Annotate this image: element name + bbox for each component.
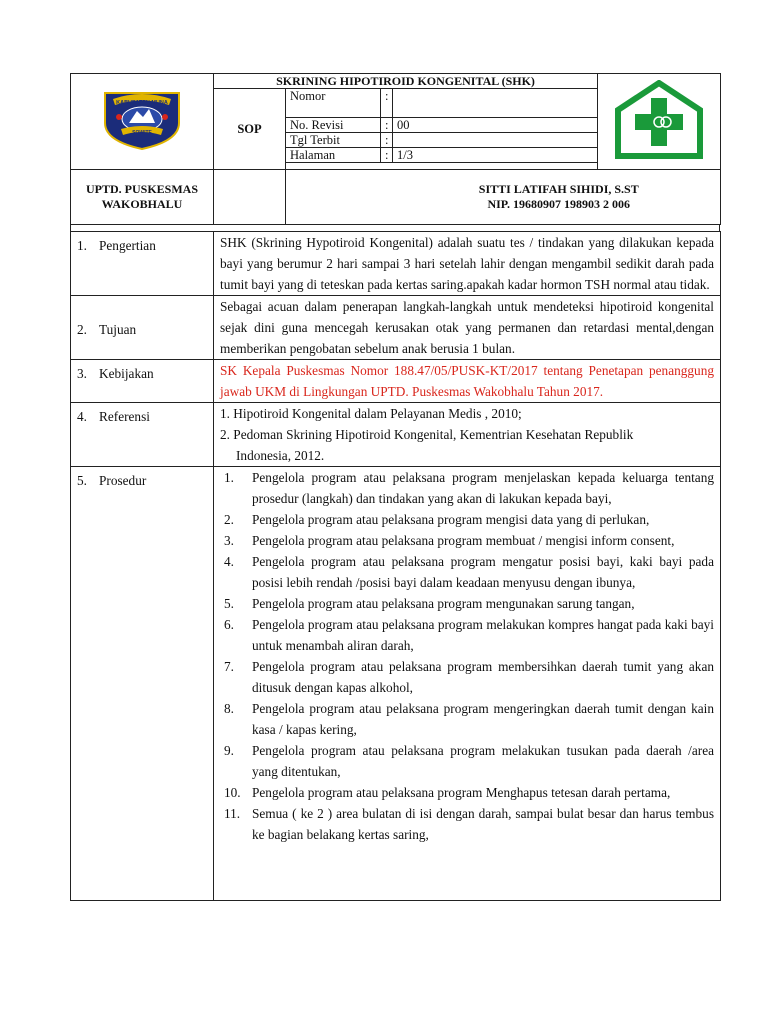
procedure-step — [220, 782, 714, 803]
section-text: Sebagai acuan dalam penerapan langkah-langkah untuk mendeteksi hipotiroid kongenital sejak dini guna mencegah kerusakan otak yang permanen dan retardasi mental,dengan memberikan pengobatan sebelum anak berusia 1 bulan. — [214, 296, 721, 360]
procedure-step — [220, 593, 714, 614]
reference-item-cont: Indonesia, 2012. — [236, 448, 325, 463]
step-number: 3. — [224, 533, 234, 548]
procedure-step — [220, 614, 714, 656]
step-number: 4. — [224, 554, 234, 569]
step-number: 1. — [224, 470, 234, 485]
header-table — [70, 73, 721, 225]
field-value-revisi: 00 — [393, 118, 598, 133]
sop-document — [70, 73, 720, 901]
procedure-step — [220, 509, 714, 530]
field-label-revisi: No. Revisi — [286, 118, 381, 133]
procedure-list — [220, 467, 714, 845]
field-value-nomor — [393, 89, 598, 118]
step-text: Pengelola program atau pelaksana program mengunakan sarung tangan, — [252, 596, 635, 611]
content-table — [70, 231, 721, 901]
field-label-halaman: Halaman — [286, 148, 381, 163]
puskesmas-logo-cell — [598, 74, 721, 170]
procedure-step — [220, 656, 714, 698]
step-text: Pengelola program atau pelaksana program mengatur posisi bayi, kaki bayi pada posisi lebih rendah /posisi bayi dalam keadaan menyusu dengan ibunya, — [252, 554, 714, 590]
section-text: SHK (Skrining Hypotiroid Kongenital) adalah suatu tes / tindakan yang dilakukan kepada bayi yang berumur 2 hari sampai 3 hari setelah lahir dengan mengambil sedikit darah pada tumit bayi yang di teteskan pada kertas saring.apakah kadar hormon TSH normal atau tidak. — [214, 232, 721, 296]
step-text: Pengelola program atau pelaksana program melakukan kompres hangat pada kaki bayi untuk menambah aliran darah, — [252, 617, 714, 653]
signer-block — [478, 170, 721, 225]
step-number: 9. — [224, 743, 234, 758]
signer-name: SITTI LATIFAH SIHIDI, S.ST — [478, 182, 639, 196]
section-label: Referensi — [99, 409, 150, 424]
field-sep: : — [381, 118, 393, 133]
reference-item: 2. Pedoman Skrining Hipotiroid Kongenital, Kementrian Kesehatan Republik — [220, 427, 634, 442]
field-label-nomor: Nomor — [286, 89, 381, 118]
step-text: Pengelola program atau pelaksana program melakukan tusukan pada daerah /area yang ditentukan, — [252, 743, 714, 779]
step-number: 11. — [224, 806, 241, 821]
step-text: Pengelola program atau pelaksana program membuat / mengisi inform consent, — [252, 533, 675, 548]
section-kebijakan: 3. Kebijakan SK Kepala Puskesmas Nomor 188.47/05/PUSK-KT/2017 tentang Penetapan penanggung jawab UKM di Lingkungan UPTD. Puskesmas Wakobhalu Tahun 2017. — [71, 360, 721, 403]
field-label-tgl-terbit: Tgl Terbit — [286, 133, 381, 148]
section-tujuan: 2. Tujuan Sebagai acuan dalam penerapan langkah-langkah untuk mendeteksi hipotiroid kongenital sejak dini guna mencegah kerusakan otak yang permanen dan retardasi mental,dengan memberikan pengobatan sebelum anak berusia 1 bulan. — [71, 296, 721, 360]
reference-item: 1. Hipotiroid Kongenital dalam Pelayanan Medis , 2010; — [220, 406, 522, 421]
regency-logo-cell — [71, 74, 214, 170]
section-label: Tujuan — [99, 321, 137, 337]
step-text: Pengelola program atau pelaksana program menjelaskan kepada keluarga tentang prosedur (langkah) dan tindakan yang akan di lakukan kepada bayi, — [252, 470, 714, 506]
procedure-step — [220, 698, 714, 740]
step-text: Pengelola program atau pelaksana program mengisi data yang di perlukan, — [252, 512, 650, 527]
field-value-tgl-terbit — [393, 133, 598, 148]
step-text: Pengelola program atau pelaksana program membersihkan daerah tumit yang akan ditusuk dengan kapas alkohol, — [252, 659, 714, 695]
signer-nip: NIP. 19680907 198903 2 006 — [487, 197, 631, 211]
procedure-step — [220, 803, 714, 845]
field-value-halaman: 1/3 — [393, 148, 598, 163]
step-text: Pengelola program atau pelaksana program Menghapus tetesan darah pertama, — [252, 785, 671, 800]
step-number: 6. — [224, 617, 234, 632]
document-title: SKRINING HIPOTIROID KONGENITAL (SHK) — [214, 74, 598, 89]
section-text: SK Kepala Puskesmas Nomor 188.47/05/PUSK-KT/2017 tentang Penetapan penanggung jawab UKM di Lingkungan UPTD. Puskesmas Wakobhalu Tahun 2017. — [214, 360, 721, 403]
section-label: Pengertian — [99, 238, 156, 253]
svg-text:KABUPATEN MUNA: KABUPATEN MUNA — [116, 99, 168, 106]
procedure-step — [220, 740, 714, 782]
step-number: 2. — [224, 512, 234, 527]
blank-cell — [214, 170, 286, 225]
step-number: 5. — [224, 596, 234, 611]
sop-label: SOP — [214, 89, 286, 170]
regency-emblem-icon — [99, 89, 185, 151]
section-referensi: 4. Referensi 1. Hipotiroid Kongenital dalam Pelayanan Medis , 2010; 2. Pedoman Skrining Hipotiroid Kongenital, Kementrian Kesehatan Republik Indonesia, 2012. — [71, 403, 721, 467]
step-number: 7. — [224, 659, 234, 674]
section-pengertian: 1. Pengertian SHK (Skrining Hypotiroid Kongenital) adalah suatu tes / tindakan yang dilakukan kepada bayi yang berumur 2 hari sampai 3 hari setelah lahir dengan mengambil sedikit darah pada tumit bayi yang di teteskan pada kertas saring.apakah kadar hormon TSH normal atau tidak. — [71, 232, 721, 296]
organization-name: UPTD. PUSKESMAS WAKOBHALU — [71, 170, 214, 225]
puskesmas-cross-icon — [614, 80, 704, 160]
section-label: Prosedur — [99, 473, 147, 488]
field-sep: : — [381, 89, 393, 118]
section-prosedur: 5. Prosedur 1. Pengelola program atau pelaksana program menjelaskan kepada keluarga tentang prosedur (langkah) dan tindakan yang akan di lakukan kepada bayi, 2. Pengelola program atau pelaksana program mengisi data yang di perlukan, 3. Pengelola program atau pelaksana program membuat / mengisi inform consent, 4. Pengelola program atau pelaksana program mengatur posisi bayi, kaki bayi pada posisi lebih rendah /posisi bayi dalam keadaan menyusu dengan ibunya, 5. Pengelola program atau pelaksana program mengunakan sarung tangan, 6. Pengelola program atau pelaksana program melakukan kompres hangat pada kaki bayi untuk menambah aliran darah, 7. Pengelola program atau pelaksana program membersihkan daerah tumit yang akan ditusuk dengan kapas alkohol, 8. Pengelola program atau pelaksana program mengeringkan daerah tumit dengan kain kasa / kapas kering, 9. Pengelola program atau pelaksana program melakukan tusukan pada daerah /area yang ditentukan, 10. Pengelola program atau pelaksana program Menghapus tetesan darah pertama, 11. Semua ( ke 2 ) area bulatan di isi dengan darah, sampai bulat besar dan harus tembus ke bagian belakang kertas saring, — [71, 467, 721, 901]
field-sep: : — [381, 133, 393, 148]
step-number: 8. — [224, 701, 234, 716]
step-number: 10. — [224, 785, 241, 800]
step-text: Semua ( ke 2 ) area bulatan di isi dengan darah, sampai bulat besar dan harus tembus ke bagian belakang kertas saring, — [252, 806, 714, 842]
step-text: Pengelola program atau pelaksana program mengeringkan daerah tumit dengan kain kasa / kapas kering, — [252, 701, 714, 737]
section-label: Kebijakan — [99, 366, 154, 381]
field-sep: : — [381, 148, 393, 163]
procedure-step — [220, 551, 714, 593]
procedure-step — [220, 530, 714, 551]
procedure-step — [220, 467, 714, 509]
svg-text:SOWITE: SOWITE — [132, 129, 152, 136]
